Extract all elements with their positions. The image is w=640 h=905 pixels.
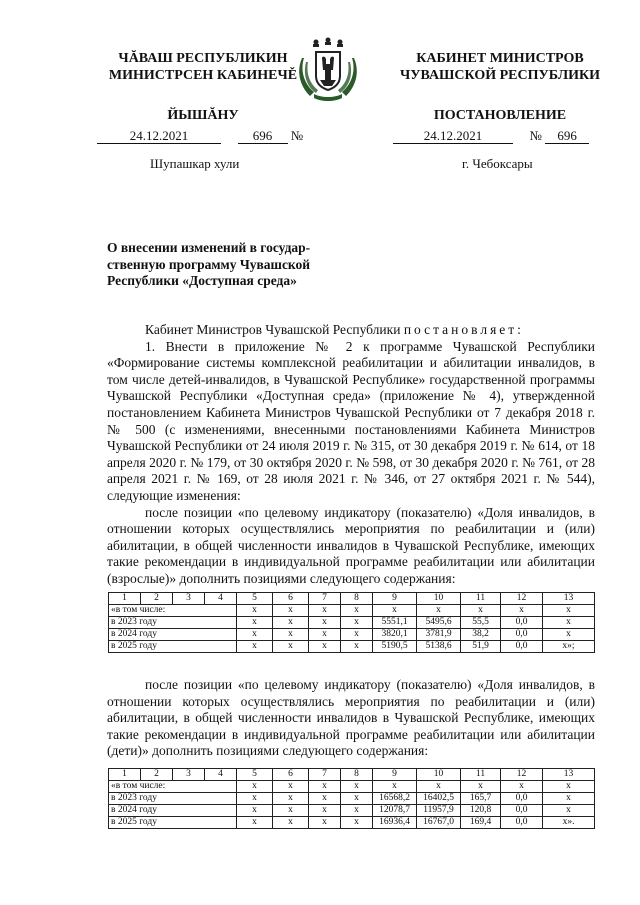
table-adults [108, 592, 595, 653]
table-cell: х [461, 781, 501, 793]
table-cell: 12078,7 [373, 805, 417, 817]
table-cell: х [273, 641, 309, 653]
table-cell: х [341, 781, 373, 793]
table-row [109, 617, 595, 629]
table-row-label: «в том числе: [109, 781, 237, 793]
table-header-cell: 1 [109, 593, 141, 605]
table-cell: х [341, 605, 373, 617]
reg-right-no-sign: № [529, 128, 542, 143]
table-cell: 5190,5 [373, 641, 417, 653]
table-header-cell: 3 [173, 769, 205, 781]
table-header-cell: 1 [109, 769, 141, 781]
table-cell: 165,7 [461, 793, 501, 805]
table-cell: х [543, 781, 595, 793]
header-right-org-line1: КАБИНЕТ МИНИСТРОВ [416, 51, 584, 66]
body-section-1 [107, 322, 595, 588]
table-cell: х [543, 793, 595, 805]
table-header-cell: 6 [273, 769, 309, 781]
table-header-cell: 11 [461, 593, 501, 605]
table-cell: х [461, 605, 501, 617]
table-cell: 16402,5 [417, 793, 461, 805]
reg-left-number: 696 [238, 128, 288, 144]
table-cell: х [273, 805, 309, 817]
table-cell: 0,0 [501, 793, 543, 805]
table-row [109, 817, 595, 829]
table-header-row [109, 593, 595, 605]
table-cell: х [501, 781, 543, 793]
preamble [107, 322, 595, 339]
table-cell: х [273, 817, 309, 829]
reg-left-no-sign: № [290, 128, 304, 143]
subject-line2: ственную программу Чувашской [107, 256, 311, 272]
table-cell: 169,4 [461, 817, 501, 829]
header-left-doc-type: ЙЫШĂНУ [167, 108, 239, 123]
subject-line3: Республики «Доступная среда» [107, 273, 297, 288]
table-header-cell: 8 [341, 593, 373, 605]
table-cell: х [341, 617, 373, 629]
table-cell: х [417, 781, 461, 793]
header-right-doc-type: ПОСТАНОВЛЕНИЕ [433, 108, 567, 123]
table-row-label: в 2023 году [109, 617, 237, 629]
table-cell: х [373, 781, 417, 793]
table-header-cell: 12 [501, 769, 543, 781]
reg-right-date: 24.12.2021 [393, 128, 513, 144]
header-left-org [88, 50, 318, 124]
table-header-cell: 7 [309, 769, 341, 781]
registration-right [393, 128, 589, 144]
table-header-cell: 8 [341, 769, 373, 781]
header-right-org-line2: ЧУВАШСКОЙ РЕСПУБЛИКИ [399, 68, 601, 83]
table-children [108, 768, 595, 829]
table-cell: х [543, 805, 595, 817]
table-cell: х [309, 617, 341, 629]
table-cell: х [237, 629, 273, 641]
table-cell: х [501, 605, 543, 617]
table-cell: х [309, 793, 341, 805]
table-cell: х [309, 805, 341, 817]
table-cell: х [237, 605, 273, 617]
city-left: Шупашкар хули [150, 156, 240, 171]
table-cell: 5551,1 [373, 617, 417, 629]
table-cell: х [273, 629, 309, 641]
registration-left [97, 128, 303, 144]
table-cell: х [273, 617, 309, 629]
table-row-label: в 2025 году [109, 817, 237, 829]
table-header-cell: 9 [373, 769, 417, 781]
table-cell: х [237, 617, 273, 629]
table-cell: 0,0 [501, 629, 543, 641]
table-cell: х [341, 817, 373, 829]
table-header-cell: 13 [543, 769, 595, 781]
item-1-paragraph: 1. Внести в приложение № 2 к программе Чувашской Республики «Формирование системы комплексной реабилитации и абилитации инвалидов, в том числе детей-инвалидов, в Чувашской Республике» государственной программы Чувашской Республики «Доступная среда» (приложение № 4), утвержденной постановлением Кабинета Министров Чувашской Республики от 7 декабря 2018 г. № 500 (с изменениями, внесенными постановлениями Кабинета Министров Чувашской Республики от 24 июля 2019 г. № 315, от 30 декабря 2019 г. № 614, от 18 апреля 2020 г. № 179, от 30 октября 2020 г. № 598, от 30 декабря 2020 г. № 761, от 28 апреля 2021 г. № 169, от 28 июля 2021 г. № 346, от 27 октября 2021 г. № 544), следующие изменения: [107, 338, 595, 503]
table-cell: х [309, 605, 341, 617]
table-row-label: «в том числе: [109, 605, 237, 617]
table-header-cell: 10 [417, 593, 461, 605]
table-cell: 38,2 [461, 629, 501, 641]
emblem-icon [296, 36, 360, 102]
table-cell: х [273, 781, 309, 793]
table-cell: 0,0 [501, 641, 543, 653]
table-header-row [109, 769, 595, 781]
table-cell: 5495,6 [417, 617, 461, 629]
table-cell: х [543, 617, 595, 629]
city-right: г. Чебоксары [462, 156, 533, 171]
table-cell: х [237, 781, 273, 793]
table-cell: х [309, 781, 341, 793]
table-header-cell: 5 [237, 769, 273, 781]
table-cell: х»; [543, 641, 595, 653]
table-cell: х [373, 605, 417, 617]
table-cell: х [237, 805, 273, 817]
table-cell: 11957,9 [417, 805, 461, 817]
table-cell: х». [543, 817, 595, 829]
table-header-cell: 2 [141, 593, 173, 605]
table-row [109, 805, 595, 817]
table-row-label: в 2024 году [109, 805, 237, 817]
table-cell: 0,0 [501, 617, 543, 629]
table-cell: 16568,2 [373, 793, 417, 805]
reg-left-date: 24.12.2021 [97, 128, 221, 144]
reg-right-number: 696 [545, 128, 589, 144]
table-header-cell: 9 [373, 593, 417, 605]
table-row-label: в 2024 году [109, 629, 237, 641]
table-header-cell: 3 [173, 593, 205, 605]
table-cell: 16936,4 [373, 817, 417, 829]
table-row-label: в 2025 году [109, 641, 237, 653]
header-left-org-line1: ЧĂВАШ РЕСПУБЛИКИН [118, 51, 288, 66]
table-header-cell: 5 [237, 593, 273, 605]
subject-line1: О внесении изменений в государ- [107, 240, 311, 255]
preamble-start: Кабинет Министров Чувашской Республики [145, 322, 401, 337]
table-header-cell: 2 [141, 769, 173, 781]
table-cell: х [237, 793, 273, 805]
table-header-cell: 11 [461, 769, 501, 781]
table-header-cell: 13 [543, 593, 595, 605]
table-cell: 3781,9 [417, 629, 461, 641]
table-row [109, 641, 595, 653]
table-cell: 16767,0 [417, 817, 461, 829]
table-row [109, 605, 595, 617]
table-cell: х [341, 793, 373, 805]
table-cell: 120,8 [461, 805, 501, 817]
table-header-cell: 10 [417, 769, 461, 781]
table-row-label: в 2023 году [109, 793, 237, 805]
table-header-cell: 12 [501, 593, 543, 605]
table-cell: х [341, 641, 373, 653]
table-cell: 3820,1 [373, 629, 417, 641]
table-cell: х [309, 629, 341, 641]
table-row [109, 629, 595, 641]
table-header-cell: 7 [309, 593, 341, 605]
table-cell: 5138,6 [417, 641, 461, 653]
table-cell: х [273, 605, 309, 617]
body-section-2 [107, 677, 595, 760]
table-cell: х [273, 793, 309, 805]
table-cell: х [543, 629, 595, 641]
table-header-cell: 4 [205, 769, 237, 781]
table-cell: 55,5 [461, 617, 501, 629]
table-header-cell: 4 [205, 593, 237, 605]
table-row [109, 793, 595, 805]
table-cell: х [237, 817, 273, 829]
table-cell: х [309, 817, 341, 829]
paragraph-children: после позиции «по целевому индикатору (показателю) «Доля инвалидов, в отношении которых осуществлялись мероприятия по реабилитации и (или) абилитации, в общей численности инвалидов в Чувашской Республике, имеющих такие рекомендации в индивидуальной программе реабилитации или абилитации (дети)» дополнить позициями следующего содержания: [107, 677, 595, 759]
table-cell: 0,0 [501, 805, 543, 817]
table-cell: х [341, 629, 373, 641]
table-cell: 0,0 [501, 817, 543, 829]
table-cell: 51,9 [461, 641, 501, 653]
table-cell: х [417, 605, 461, 617]
table-row [109, 781, 595, 793]
table-header-cell: 6 [273, 593, 309, 605]
paragraph-adults: после позиции «по целевому индикатору (показателю) «Доля инвалидов, в отношении которых осуществлялись мероприятия по реабилитации и (или) абилитации, в общей численности инвалидов в Чувашской Республике, имеющих такие рекомендации в индивидуальной программе реабилитации или абилитации (взрослые)» дополнить позициями следующего содержания: [107, 504, 595, 586]
table-cell: х [309, 641, 341, 653]
table-cell: х [237, 641, 273, 653]
table-cell: х [543, 605, 595, 617]
header-left-org-line2: МИНИСТРСЕН КАБИНЕЧĚ [108, 68, 298, 83]
preamble-decree: постановляет: [403, 322, 524, 337]
table-cell: х [341, 805, 373, 817]
header-right-org [385, 50, 615, 124]
document-subject [107, 240, 337, 290]
